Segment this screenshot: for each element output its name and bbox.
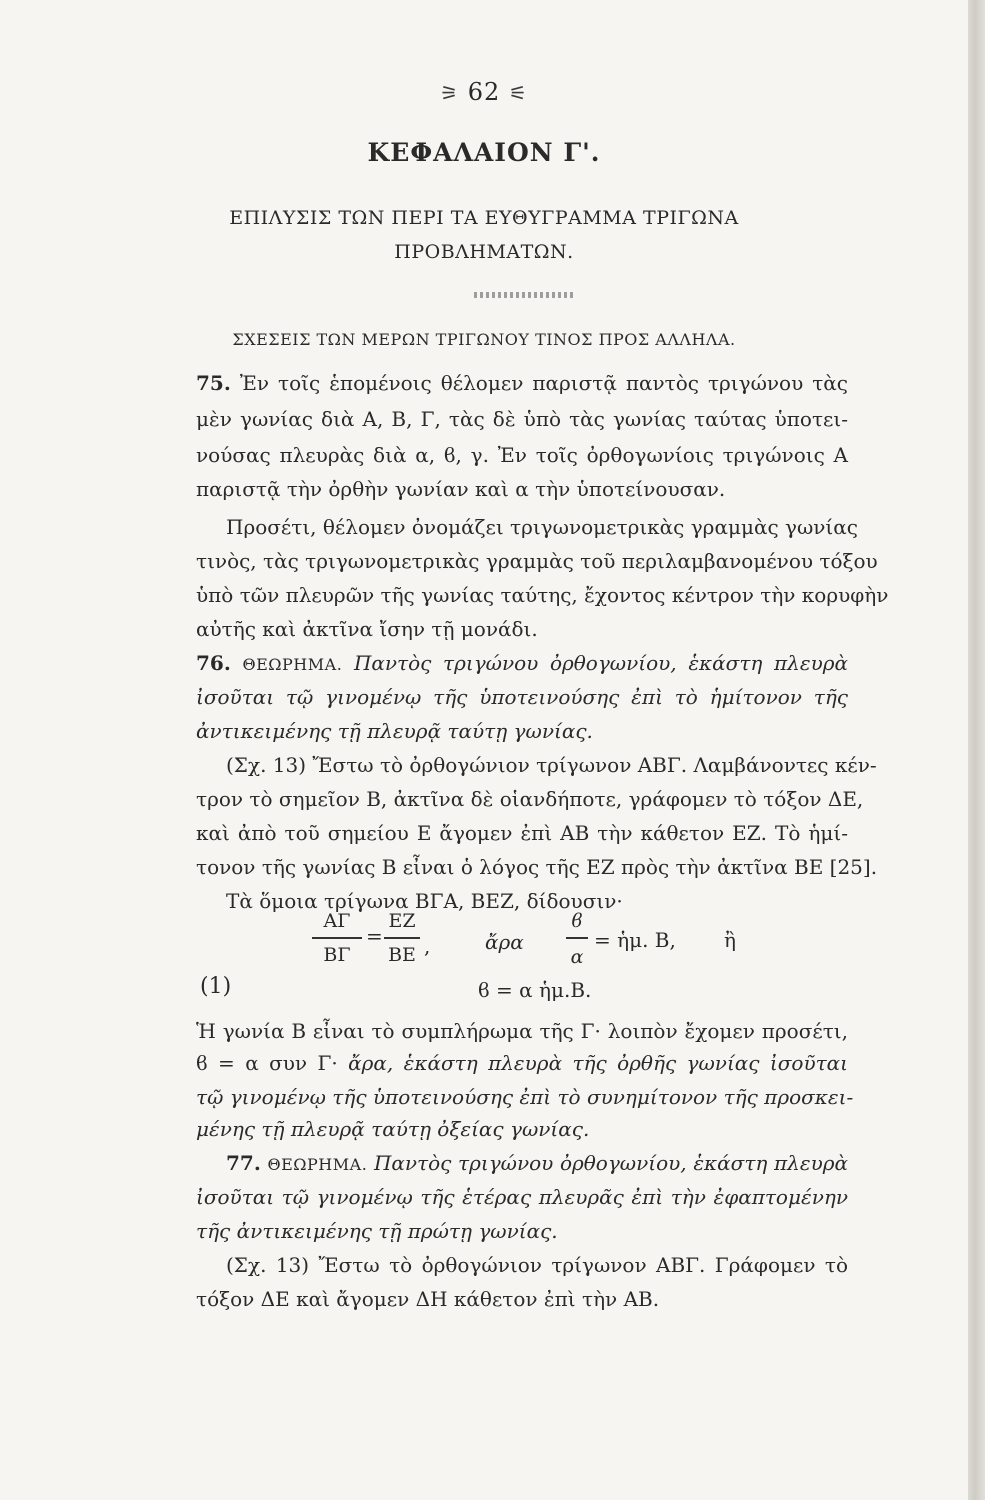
- fraction-1-bar: [312, 937, 362, 939]
- equation-label: (1): [200, 974, 232, 999]
- fraction-2-denominator: ΒΕ: [388, 944, 416, 966]
- p76-number: 76.: [196, 651, 231, 675]
- p76b-line-4: μένης τῇ πλευρᾷ ταύτῃ ὀξείας γωνίας.: [196, 1117, 590, 1141]
- p75-line-2: μὲν γωνίας διὰ Α, Β, Γ, τὰς δὲ ὑπὸ τὰς γωνίας ταύτας ὑποτει-: [196, 407, 848, 431]
- cosine-formula: ϐ = α συν Γ·: [196, 1051, 338, 1075]
- p77-line-3: τῆς ἀντικειμένης τῇ πρώτῃ γωνίας.: [196, 1219, 558, 1243]
- equation-sine-b: = ἡμ. Β,: [594, 928, 676, 952]
- p77-line-4-text: Ἔστω τὸ ὀρθογώνιον τρίγωνον ΑΒΓ. Γράφομεν τὸ: [318, 1253, 849, 1277]
- fraction-3-bar: [566, 937, 588, 939]
- fraction-1-numerator: ΑΓ: [323, 910, 351, 932]
- figure-ref: (Σχ. 13): [226, 753, 307, 777]
- p76-line-1: [196, 650, 848, 678]
- p77-line-5: τόξον ΔΕ καὶ ἄγομεν ΔΗ κάθετον ἐπὶ τὴν ΑΒ.: [196, 1287, 660, 1311]
- page-number: 62: [467, 78, 501, 106]
- ornament-right-icon: ⚟: [508, 81, 528, 105]
- p77-line-1-text: Παντὸς τριγώνου ὀρθογωνίου, ἑκάστη πλευρὰ: [373, 1151, 849, 1175]
- fraction-1-denominator: ΒΓ: [323, 944, 351, 966]
- chapter-subtitle-1: ΕΠΙΛΥΣΙΣ ΤΩΝ ΠΕΡΙ ΤΑ ΕΥΘΥΓΡΑΜΜΑ ΤΡΙΓΩΝΑ: [229, 207, 739, 229]
- p75-line-5: Προσέτι, θέλομεν ὀνομάζει τριγωνομετρικὰς γραμμὰς γωνίας: [226, 515, 858, 539]
- p76-label: ΘΕΩΡΗΜΑ.: [242, 655, 343, 674]
- chapter-subtitle-2: ΠΡΟΒΛΗΜΑΤΩΝ.: [394, 241, 574, 263]
- p77-line-1: [226, 1150, 848, 1178]
- fraction-2-numerator: ΕΖ: [388, 910, 416, 932]
- equals-sign-1: =: [366, 924, 383, 948]
- p76b-line-3: τῷ γινομένῳ τῆς ὑποτεινούσης ἐπὶ τὸ συνημίτονον τῆς προσκει-: [196, 1085, 854, 1109]
- p76-line-5: τρον τὸ σημεῖον Β, ἀκτῖνα δὲ οἱανδήποτε, γράφομεν τὸ τόξον ΔΕ,: [196, 787, 864, 811]
- p75-line-4: παριστᾷ τὴν ὀρθὴν γωνίαν καὶ α τὴν ὑποτείνουσαν.: [196, 477, 726, 501]
- p77-figure-ref: (Σχ. 13): [226, 1253, 310, 1277]
- p77-line-2: ἰσοῦται τῷ γινομένῳ τῆς ἑτέρας πλευρᾶς ἐπὶ τὴν ἐφαπτομένην: [196, 1185, 848, 1209]
- equation-or: ἢ: [724, 928, 736, 952]
- p75-line-8: αὐτῆς καὶ ἀκτῖνα ἴσην τῇ μονάδι.: [196, 617, 538, 641]
- p76-line-3: ἀντικειμένης τῇ πλευρᾷ ταύτῃ γωνίας.: [196, 719, 593, 743]
- p77-label: ΘΕΩΡΗΜΑ.: [267, 1155, 368, 1174]
- ornament-left-icon: ⚞: [440, 81, 460, 105]
- p76b-line-1: Ἡ γωνία Β εἶναι τὸ συμπλήρωμα τῆς Γ· λοιπὸν ἔχομεν προσέτι,: [196, 1019, 848, 1043]
- p76-line-7: τονον τῆς γωνίας Β εἶναι ὁ λόγος τῆς ΕΖ πρὸς τὴν ἀκτῖνα ΒΕ [25].: [196, 855, 878, 879]
- p77-line-4: [226, 1252, 848, 1278]
- page-edge: [968, 0, 985, 1500]
- p76-line-2: ἰσοῦται τῷ γινομένῳ τῆς ὑποτεινούσης ἐπὶ τὸ ἡμίτονον τῆς: [196, 685, 848, 709]
- p75-line-3: νούσας πλευρὰς διὰ α, ϐ, γ. Ἐν τοῖς ὀρθογωνίοις τριγώνοις Α: [196, 443, 848, 467]
- p76b-line-2: [196, 1050, 848, 1076]
- equation-comma: ,: [424, 934, 431, 958]
- p76-line-4-text: Ἔστω τὸ ὀρθογώνιον τρίγωνον ΑΒΓ. Λαμβάνοντες κέν-: [312, 753, 877, 777]
- p76-line-8: Τὰ ὅμοια τρίγωνα ΒΓΑ, ΒΕΖ, δίδουσιν·: [226, 889, 623, 913]
- chapter-title: ΚΕΦΑΛΑΙΟΝ Γ'.: [367, 138, 601, 167]
- p76-line-1-text: Παντὸς τριγώνου ὀρθογωνίου, ἑκάστη πλευρὰ: [353, 651, 849, 675]
- p76-line-6: καὶ ἀπὸ τοῦ σημείου Ε ἄγομεν ἐπὶ ΑΒ τὴν κάθετον ΕΖ. Τὸ ἡμί-: [196, 821, 848, 845]
- p76-line-4: [226, 752, 877, 778]
- p77-number: 77.: [226, 1151, 261, 1175]
- p75-line-1-text: Ἐν τοῖς ἑπομένοις θέλομεν παριστᾷ παντὸς τριγώνου τὰς: [239, 371, 849, 395]
- equation-ara: ἄρα: [485, 930, 524, 954]
- p75-number: 75.: [196, 371, 231, 395]
- p75-line-6: τινὸς, τὰς τριγωνομετρικὰς γραμμὰς τοῦ περιλαμβανομένου τόξου: [196, 549, 878, 573]
- p76b-line-2-text: ἄρα, ἑκάστη πλευρὰ τῆς ὀρθῆς γωνίας ἰσοῦται: [348, 1051, 849, 1075]
- p75-line-1: [196, 370, 848, 396]
- fraction-3-denominator: α: [570, 946, 584, 968]
- p75-line-7: ὑπὸ τῶν πλευρῶν τῆς γωνίας ταύτης, ἔχοντος κέντρον τὴν κορυφὴν: [196, 583, 889, 607]
- equation-result: ϐ = α ἡμ.Β.: [478, 978, 592, 1002]
- fraction-3-numerator: ϐ: [571, 910, 583, 932]
- fraction-2-bar: [384, 937, 420, 939]
- decorative-rule: [474, 292, 574, 298]
- section-heading: ΣΧΕΣΕΙΣ ΤΩΝ ΜΕΡΩΝ ΤΡΙΓΩΝΟΥ ΤΙΝΟΣ ΠΡΟΣ ΑΛΛΗΛΑ.: [232, 330, 736, 349]
- page-number-line: [0, 78, 968, 106]
